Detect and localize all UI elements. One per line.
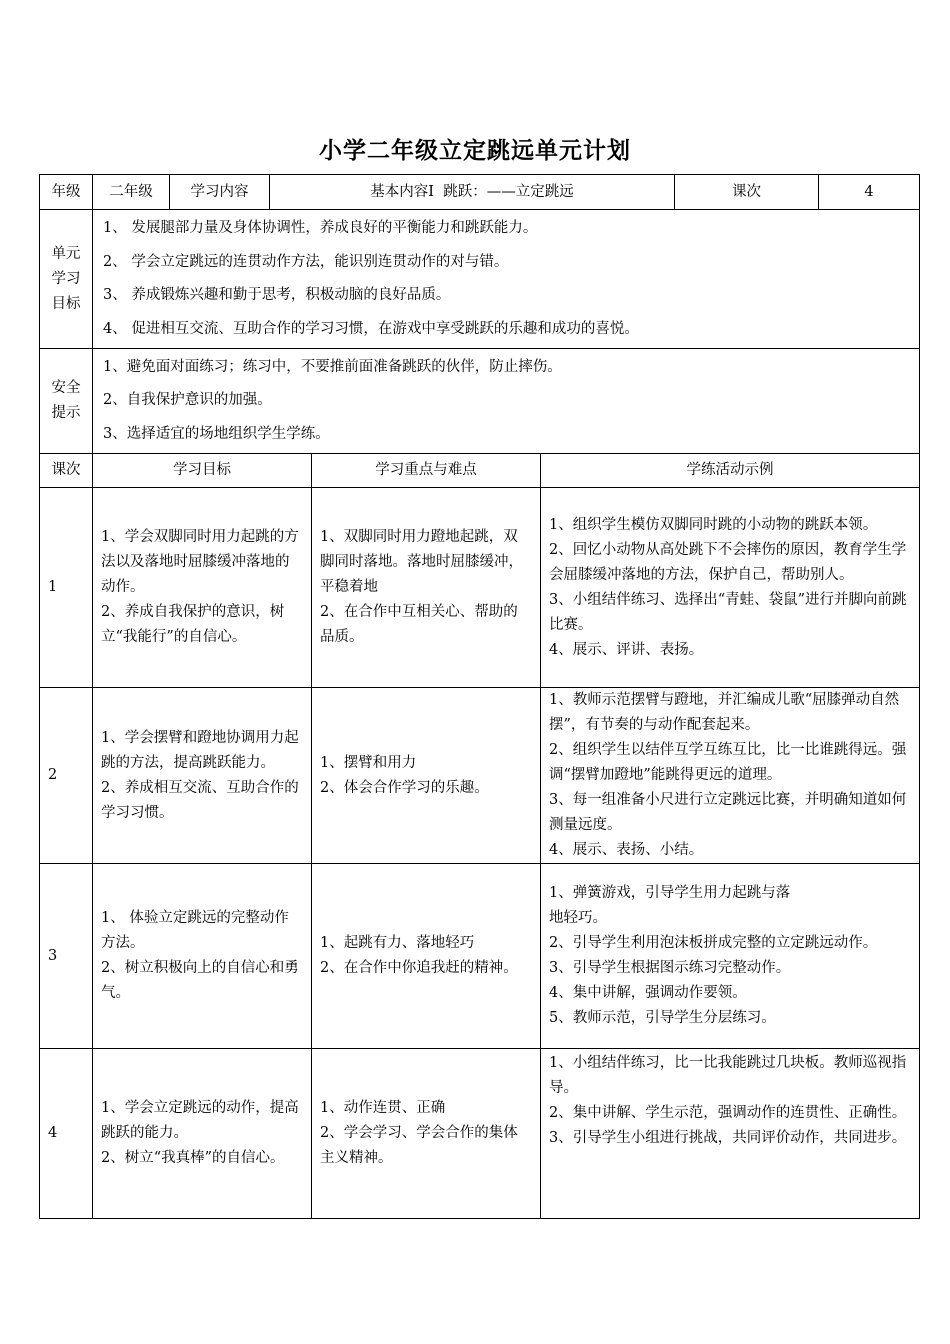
safety-label: 安全提示 <box>40 349 93 454</box>
unit-goals-label: 单元学习目标 <box>40 210 93 349</box>
document-title: 小学二年级立定跳远单元计划 <box>319 138 631 164</box>
header-row <box>40 175 920 210</box>
lesson-header-row <box>40 454 920 488</box>
unit-plan-table <box>39 174 920 1219</box>
grade-label: 年级 <box>40 175 93 210</box>
lesson-number: 4 <box>40 1049 93 1219</box>
unit-goal-item: 1、 发展腿部力量及身体协调性，养成良好的平衡能力和跳跃能力。 <box>103 220 538 236</box>
col-header-lesson: 课次 <box>40 454 93 488</box>
lesson-goals: 1、学会双脚同时用力起跳的方法以及落地时屈膝缓冲落地的动作。 2、养成自我保护的意识，树立“我能行”的自信心。 <box>93 488 312 688</box>
unit-goal-item: 3、 养成锻炼兴趣和勤于思考，积极动脑的良好品质。 <box>103 287 451 303</box>
safety-item: 2、自我保护意识的加强。 <box>103 392 272 409</box>
col-header-goals: 学习目标 <box>93 454 312 488</box>
lesson-goals: 1、学会摆臂和蹬地协调用力起跳的方法，提高跳跃能力。 2、养成相互交流、互助合作的学习习惯。 <box>93 688 312 864</box>
lesson-number: 3 <box>40 864 93 1049</box>
lesson-focus: 1、双脚同时用力蹬地起跳，双脚同时落地。落地时屈膝缓冲，平稳着地 2、在合作中互相关心、帮助的品质。 <box>312 488 541 688</box>
col-header-focus: 学习重点与难点 <box>312 454 541 488</box>
safety-item: 1、避免面对面练习；练习中，不要推前面准备跳跃的伙伴，防止摔伤。 <box>103 358 562 375</box>
session-value: 4 <box>819 175 920 210</box>
lesson-row <box>40 1049 920 1219</box>
lesson-activities: 1、小组结伴练习，比一比我能跳过几块板。教师巡视指导。 2、集中讲解、学生示范，强调动作的连贯性、正确性。 3、引导学生小组进行挑战，共同评价动作，共同进步。 <box>541 1049 920 1219</box>
unit-goal-item: 4、 促进相互交流、互助合作的学习习惯，在游戏中享受跳跃的乐趣和成功的喜悦。 <box>103 320 639 337</box>
safety-row <box>40 349 920 454</box>
lesson-row <box>40 864 920 1049</box>
lesson-goals: 1、学会立定跳远的动作，提高跳跃的能力。 2、树立“我真棒”的自信心。 <box>93 1049 312 1219</box>
unit-goals-row <box>40 210 920 349</box>
lesson-row <box>40 688 920 864</box>
lesson-focus: 1、起跳有力、落地轻巧 2、在合作中你追我赶的精神。 <box>312 864 541 1049</box>
grade-value: 二年级 <box>93 175 170 210</box>
unit-goal-item: 2、 学会立定跳远的连贯动作方法，能识别连贯动作的对与错。 <box>103 253 509 270</box>
session-label: 课次 <box>675 175 819 210</box>
lesson-activities: 1、教师示范摆臂与蹬地，并汇编成儿歌“屈膝弹动自然摆”，有节奏的与动作配套起来。 2、组织学生以结伴互学互练互比，比一比谁跳得远。强调“摆臂加蹬地”能跳得更远的道理。 3、每一组准备小尺进行立定跳远比赛，并明确知道如何测量远度。 4、展示、表扬、小结。 <box>541 688 920 864</box>
safety-item: 3、选择适宜的场地组织学生学练。 <box>103 425 330 442</box>
lesson-row <box>40 488 920 688</box>
lesson-activities: 1、组织学生模仿双脚同时跳的小动物的跳跃本领。 2、回忆小动物从高处跳下不会摔伤的原因，教育学生学会屈膝缓冲落地的方法，保护自己，帮助别人。 3、小组结伴练习、选择出“青蛙、袋鼠”进行并脚向前跳比赛。 4、展示、评讲、表扬。 <box>541 488 920 688</box>
lesson-activities: 1、弹簧游戏，引导学生用力起跳与落 地轻巧。 2、引导学生利用泡沫板拼成完整的立定跳远动作。 3、引导学生根据图示练习完整动作。 4、集中讲解，强调动作要领。 5、教师示范，引导学生分层练习。 <box>541 864 920 1049</box>
unit-goals-list <box>93 210 920 349</box>
safety-list <box>93 349 920 454</box>
lesson-number: 2 <box>40 688 93 864</box>
lesson-number: 1 <box>40 488 93 688</box>
col-header-activities: 学练活动示例 <box>541 454 920 488</box>
lesson-focus: 1、动作连贯、正确 2、学会学习、学会合作的集体主义精神。 <box>312 1049 541 1219</box>
content-label: 学习内容 <box>170 175 270 210</box>
content-value: 基本内容Ⅰ 跳跃：——立定跳远 <box>270 175 675 210</box>
lesson-goals: 1、 体验立定跳远的完整动作方法。 2、树立积极向上的自信心和勇气。 <box>93 864 312 1049</box>
lesson-focus: 1、摆臂和用力 2、体会合作学习的乐趣。 <box>312 688 541 864</box>
